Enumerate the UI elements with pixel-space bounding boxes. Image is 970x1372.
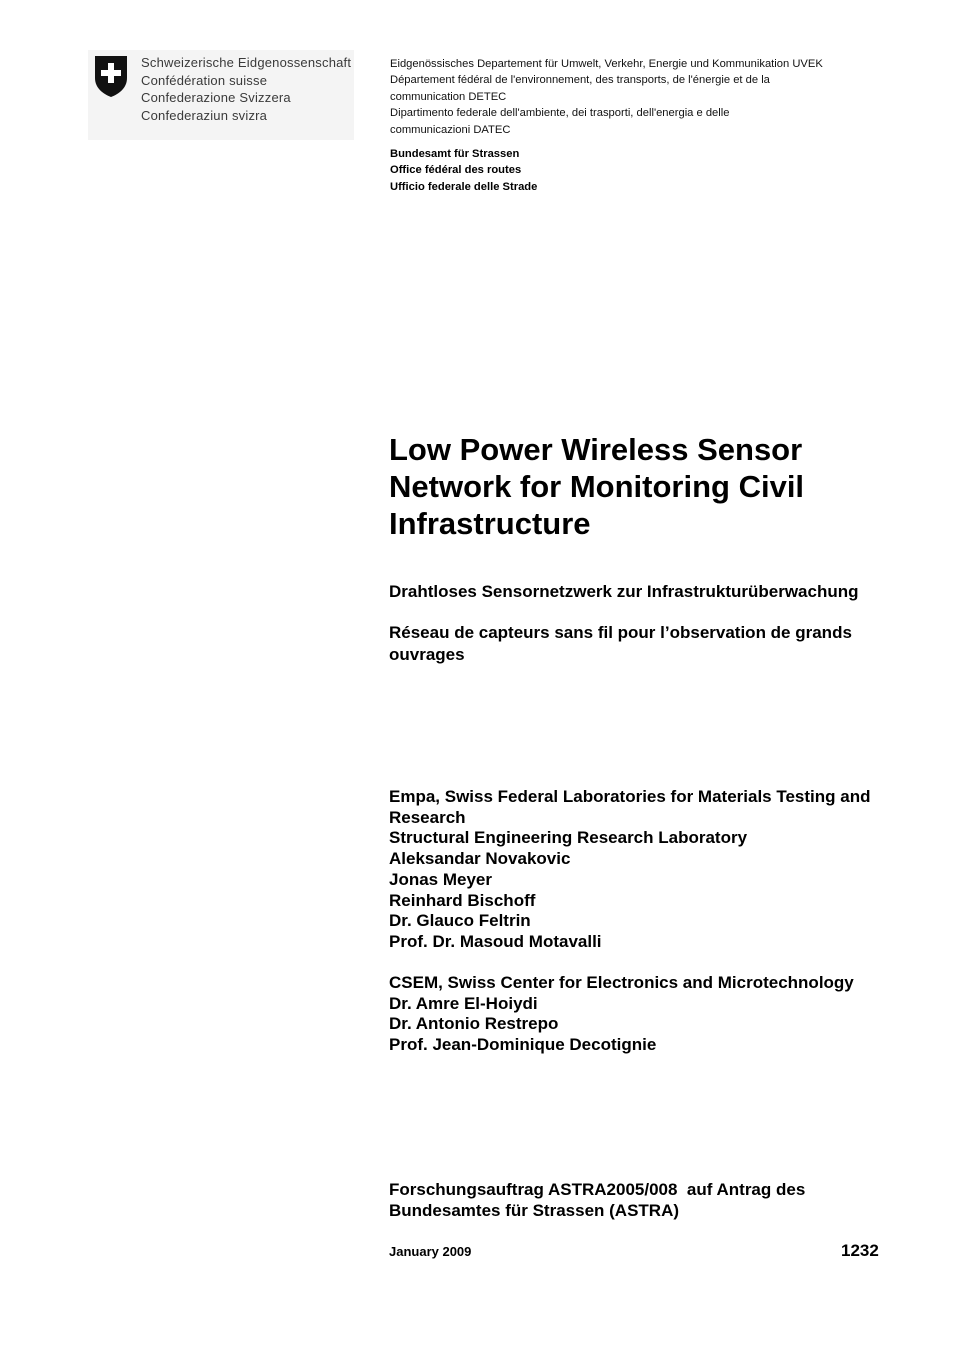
subtitle-line: Réseau de capteurs sans fil pour l’observation de grands: [389, 623, 852, 642]
confederation-name-fr: Confédération suisse: [141, 72, 268, 88]
department-line: Dipartimento federale dell'ambiente, dei trasporti, dell'energia e delle: [390, 107, 730, 120]
swiss-cross-shield-icon: [93, 54, 129, 98]
author-line: Dr. Amre El-Hoiydi: [389, 993, 538, 1013]
report-number: 1232: [841, 1241, 879, 1260]
subtitle-french: [389, 622, 929, 665]
department-line: communication DETEC: [390, 90, 507, 103]
author-line: Dr. Glauco Feltrin: [389, 911, 531, 931]
federal-office: [390, 146, 790, 195]
confederation-name-de: Schweizerische Eidgenossenschaft: [141, 55, 352, 70]
federal-logo: [88, 50, 354, 140]
report-date: January 2009: [389, 1244, 472, 1259]
confederation-names: [141, 54, 351, 124]
research-order: [389, 1180, 949, 1221]
title-line: Low Power Wireless Sensor: [389, 432, 803, 467]
author-line: Research: [389, 807, 466, 827]
research-order-line: Bundesamtes für Strassen (ASTRA): [389, 1200, 680, 1220]
department-line: Eidgenössisches Departement für Umwelt, Verkehr, Energie und Kommunikation UVEK: [390, 58, 823, 70]
department-header: [390, 56, 910, 138]
author-line: Prof. Jean-Dominique Decotignie: [389, 1035, 657, 1055]
office-line: Office fédéral des routes: [390, 164, 522, 177]
author-line: Structural Engineering Research Laboratory: [389, 828, 748, 848]
author-line: Prof. Dr. Masoud Motavalli: [389, 931, 602, 951]
office-line: Ufficio federale delle Strade: [390, 180, 538, 193]
subtitle-line: ouvrages: [389, 644, 465, 664]
department-line: communicazioni DATEC: [390, 123, 511, 136]
office-line: Bundesamt für Strassen: [390, 148, 520, 160]
confederation-name-rm: Confederaziun svizra: [141, 107, 268, 123]
author-line: Dr. Antonio Restrepo: [389, 1014, 559, 1034]
title-line: Network for Monitoring Civil: [389, 469, 805, 504]
research-order-line: Forschungsauftrag ASTRA2005/008 auf Antrag des: [389, 1180, 806, 1199]
department-line: Département fédéral de l'environnement, des transports, de l'énergie et de la: [390, 74, 770, 87]
author-line: Aleksandar Novakovic: [389, 849, 571, 869]
subtitle-german: Drahtloses Sensornetzwerk zur Infrastrukturüberwachung: [389, 582, 859, 601]
empa-authors: [389, 787, 949, 953]
csem-authors: [389, 973, 949, 1056]
author-line: Empa, Swiss Federal Laboratories for Materials Testing and: [389, 787, 871, 806]
confederation-name-it: Confederazione Svizzera: [141, 90, 291, 105]
author-line: CSEM, Swiss Center for Electronics and Microtechnology: [389, 973, 854, 992]
report-title: [389, 431, 929, 542]
author-line: Jonas Meyer: [389, 869, 492, 889]
title-line: Infrastructure: [389, 506, 591, 541]
author-line: Reinhard Bischoff: [389, 890, 536, 910]
